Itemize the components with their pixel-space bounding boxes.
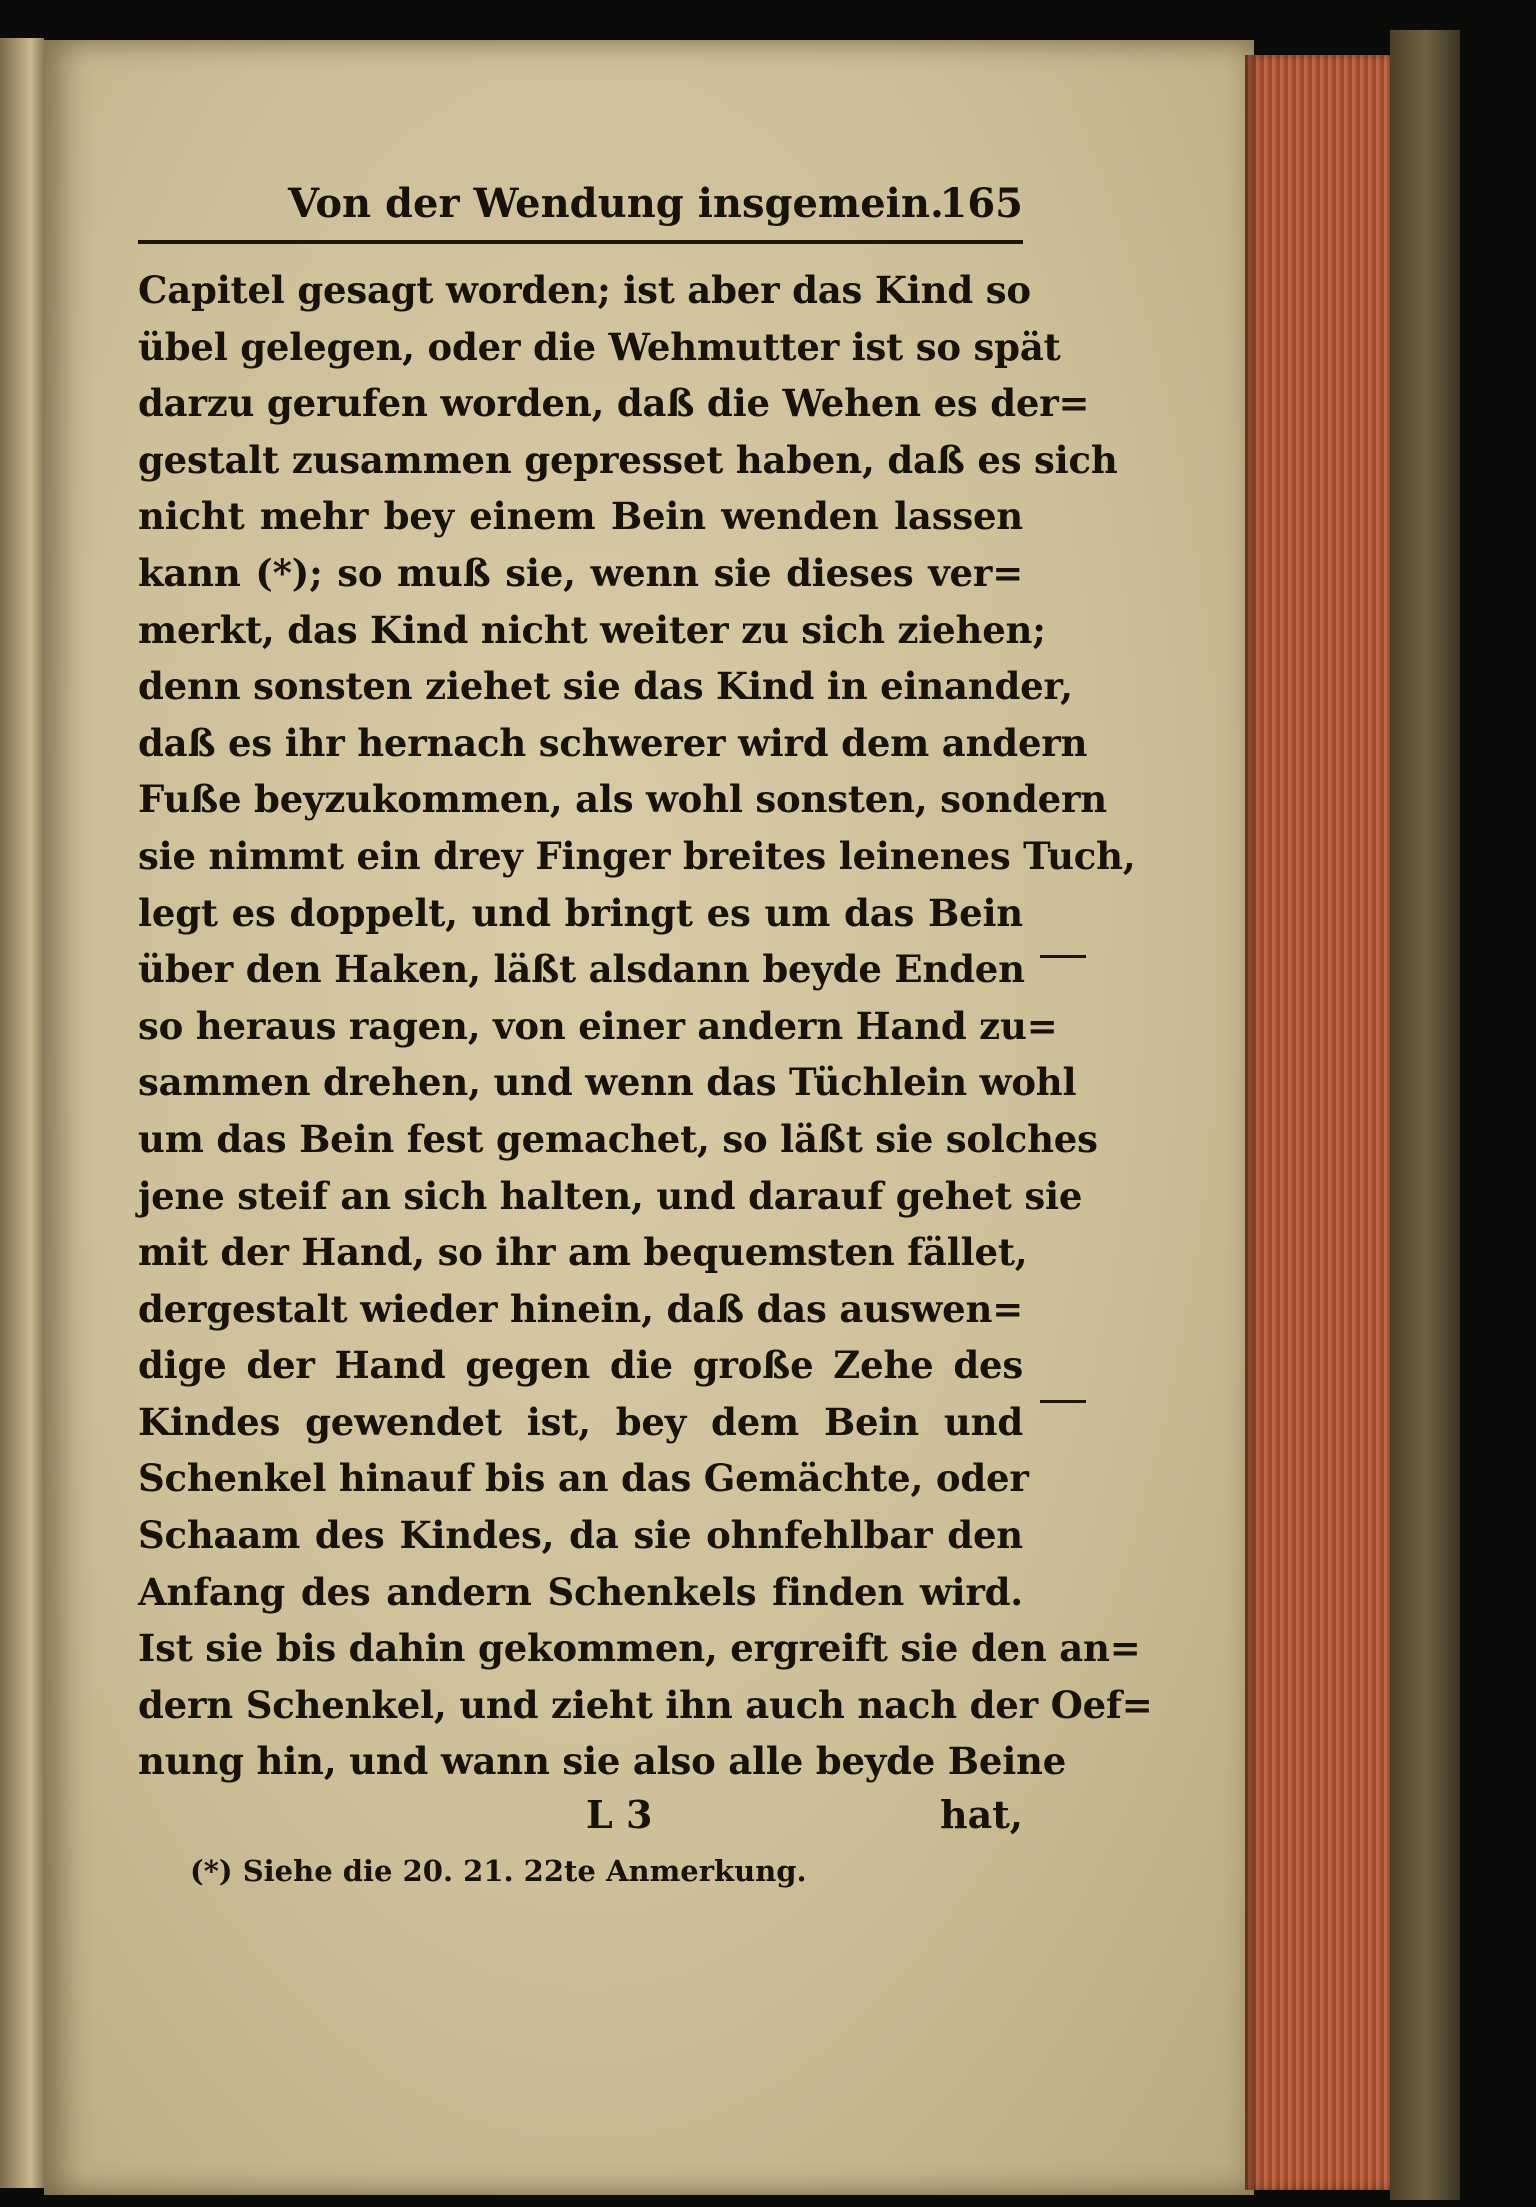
text-line: dige der Hand gegen die große Zehe des (138, 1343, 1023, 1388)
footnote: (*) Siehe die 20. 21. 22te Anmerkung. (190, 1854, 807, 1889)
text-line: nicht mehr bey einem Bein wenden lassen (138, 494, 1023, 539)
text-line: Ist sie bis dahin gekommen, ergreift sie den an= (138, 1626, 1141, 1671)
text-line: legt es doppelt, und bringt es um das Bein (138, 890, 1023, 935)
text-line: dern Schenkel, und zieht ihn auch nach der Oef= (138, 1682, 1153, 1727)
page-number: 165 (939, 180, 1023, 227)
text-line: jene steif an sich halten, und darauf gehet sie (138, 1173, 1083, 1218)
text-line: merkt, das Kind nicht weiter zu sich ziehen; (138, 607, 1046, 652)
text-line: sie nimmt ein drey Finger breites leinenes Tuch, (138, 833, 1136, 878)
text-block (138, 172, 1153, 1889)
running-head (138, 172, 1023, 238)
page-fore-edge (1245, 55, 1395, 2190)
text-line: denn sonsten ziehet sie das Kind in einander, (138, 664, 1073, 709)
catchword: hat, (939, 1792, 1023, 1838)
running-head-title: Von der Wendung insgemein. (288, 180, 944, 227)
text-line: nung hin, und wann sie also alle beyde Beine (138, 1739, 1067, 1784)
text-line: Schaam des Kindes, da sie ohnfehlbar den (138, 1513, 1023, 1558)
facing-page-edge (0, 38, 44, 2188)
text-line: über den Haken, läßt alsdann beyde Enden (138, 947, 1025, 992)
text-line: um das Bein fest gemachet, so läßt sie solches (138, 1116, 1098, 1161)
book-cover-edge (1390, 30, 1460, 2200)
text-line: sammen drehen, und wenn das Tüchlein wohl (138, 1060, 1077, 1105)
text-line: kann (*); so muß sie, wenn sie dieses ver= (138, 550, 1023, 595)
text-line: Fuße beyzukommen, als wohl sonsten, sondern (138, 777, 1107, 822)
text-line: darzu gerufen worden, daß die Wehen es der= (138, 381, 1090, 426)
text-line: mit der Hand, so ihr am bequemsten fället, (138, 1230, 1028, 1275)
margin-mark (1040, 1400, 1086, 1403)
text-line: übel gelegen, oder die Wehmutter ist so spät (138, 324, 1061, 369)
text-line: Anfang des andern Schenkels finden wird. (138, 1569, 1023, 1614)
margin-mark (1040, 955, 1086, 958)
text-line: Capitel gesagt worden; ist aber das Kind so (138, 268, 1031, 312)
body-text (138, 262, 1153, 1790)
text-line: Schenkel hinauf bis an das Gemächte, oder (138, 1456, 1029, 1501)
text-line: so heraus ragen, von einer andern Hand zu= (138, 1003, 1058, 1048)
text-line: Kindes gewendet ist, bey dem Bein und (138, 1399, 1023, 1444)
text-line: dergestalt wieder hinein, daß das auswen= (138, 1286, 1023, 1331)
text-line: gestalt zusammen gepresset haben, daß es sich (138, 437, 1118, 482)
head-rule (138, 240, 1023, 244)
signature-mark: L 3 (586, 1792, 653, 1838)
catchline (138, 1790, 1023, 1848)
text-line: daß es ihr hernach schwerer wird dem andern (138, 720, 1088, 765)
